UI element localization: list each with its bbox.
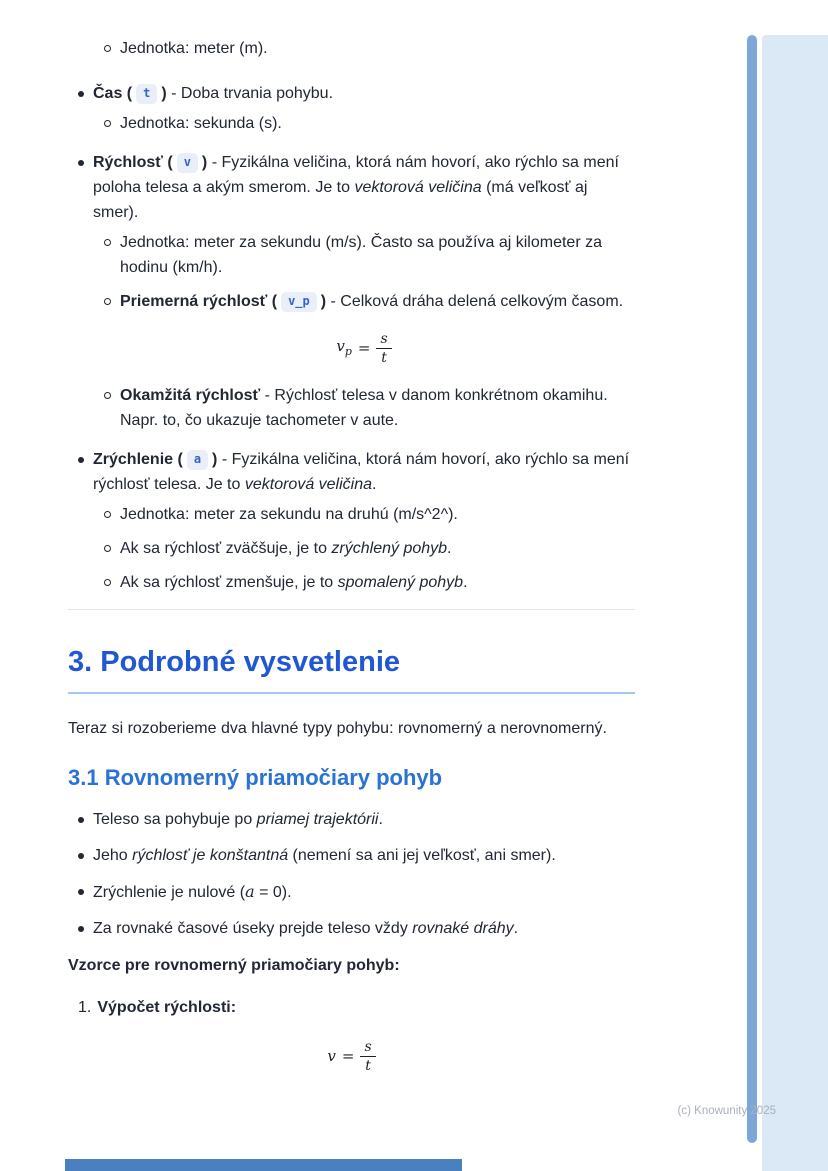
list-item — [93, 111, 635, 136]
bullet-icon — [78, 926, 84, 932]
list-item-text-end: . — [463, 574, 468, 591]
list-item — [93, 383, 635, 433]
emphasized-text: rovnaké dráhy — [412, 920, 514, 937]
bullet-icon — [78, 853, 84, 859]
list-item-text: Zrýchlenie je nulové ( — [93, 884, 246, 901]
list-item — [68, 916, 635, 941]
sub-list — [93, 111, 635, 136]
formula-variable: v — [327, 1047, 336, 1065]
list-item-text: Ak sa rýchlosť zmenšuje, je to — [120, 574, 338, 591]
circle-bullet-icon — [104, 392, 111, 399]
step-label: Výpočet rýchlosti: — [97, 999, 237, 1016]
circle-bullet-icon — [104, 298, 111, 305]
term-label: Rýchlosť ( — [93, 154, 173, 171]
section-heading: 3. Podrobné vysvetlenie — [68, 644, 635, 694]
bullet-icon — [78, 160, 84, 166]
subsection-heading: 3.1 Rovnomerný priamočiary pohyb — [68, 765, 443, 790]
formulas-label: Vzorce pre rovnomerný priamočiary pohyb: — [68, 957, 400, 974]
bullet-icon — [78, 817, 84, 823]
fraction-denominator: t — [381, 350, 387, 366]
bullet-icon — [78, 889, 84, 895]
circle-bullet-icon — [104, 120, 111, 127]
term-definition: - Rýchlosť telesa v danom konkrétnom okamihu. Napr. to, čo ukazuje tachometer v aute. — [120, 387, 608, 429]
list-item — [68, 843, 635, 868]
bullet-icon — [78, 457, 84, 463]
term-definition: - Fyzikálna veličina, ktorá nám hovorí, ako rýchlo sa mení poloha telesa a akým smerom. Je to — [93, 154, 619, 196]
term-label-close: ) — [161, 85, 167, 102]
list-item — [93, 36, 635, 61]
list-item-text: Jeho — [93, 847, 133, 864]
circle-bullet-icon — [104, 579, 111, 586]
list-item-text: Za rovnaké časové úseky prejde teleso vždy — [93, 920, 413, 937]
formula-speed — [68, 1040, 635, 1073]
divider — [68, 609, 635, 610]
term-label-close: ) — [212, 451, 218, 468]
bottom-page-edge — [65, 1159, 462, 1171]
document-content — [68, 36, 635, 1073]
term-definition-end: (má veľkosť aj smer). — [93, 179, 588, 221]
formula-subscript: p — [344, 344, 352, 358]
list-item-rychlost — [68, 150, 635, 433]
list-item-zrychlenie — [68, 447, 635, 595]
circle-bullet-icon — [104, 545, 111, 552]
inline-code: v — [177, 153, 198, 173]
term-label-close: ) — [201, 154, 208, 171]
list-item-cas — [68, 81, 635, 136]
term-label: Priemerná rýchlosť ( — [120, 293, 278, 310]
list-item-text: Jednotka: meter za sekundu (m/s). Často sa používa aj kilometer za hodinu (km/h). — [120, 234, 602, 276]
list-item — [93, 289, 635, 314]
sub-list — [93, 230, 635, 433]
list-item-text: Jednotka: sekunda (s). — [120, 115, 282, 132]
scrollbar-thumb[interactable] — [747, 35, 757, 1143]
bullet-icon — [78, 91, 84, 97]
list-item — [93, 570, 635, 595]
list-item — [93, 502, 635, 527]
emphasized-text: zrýchlený pohyb — [331, 540, 448, 557]
list-item-text-end: . — [378, 811, 383, 828]
side-panel — [762, 35, 828, 1171]
term-label: Čas ( — [93, 85, 133, 102]
fraction-numerator: s — [376, 332, 391, 349]
equals-sign: = — [357, 339, 371, 357]
fraction-denominator: t — [365, 1058, 371, 1074]
term-definition: - Fyzikálna veličina, ktorá nám hovorí, ako rýchlo sa mení rýchlosť telesa. Je to — [93, 451, 630, 493]
term-label: Okamžitá rýchlosť — [120, 387, 261, 404]
list-item-text: Ak sa rýchlosť zväčšuje, je to — [120, 540, 332, 557]
formula-average-speed — [93, 332, 635, 365]
math-variable: a — [245, 882, 255, 901]
circle-bullet-icon — [104, 45, 111, 52]
list-item — [93, 230, 635, 280]
emphasized-text: priamej trajektórii — [256, 811, 379, 828]
emphasized-text: rýchlosť je konštantná — [132, 847, 289, 864]
sub-list — [93, 36, 635, 61]
list-item-text-end: (nemení sa ani jej veľkosť, ani smer). — [288, 847, 556, 864]
copyright-footer: (c) Knowunity 2025 — [677, 1105, 776, 1117]
emphasized-text: vektorová veličina — [354, 179, 482, 196]
list-item-text-end: = 0). — [254, 884, 292, 901]
equals-sign: = — [341, 1047, 355, 1065]
list-item-text-end: . — [447, 540, 452, 557]
fraction — [360, 1040, 375, 1073]
circle-bullet-icon — [104, 239, 111, 246]
inline-code: t — [136, 84, 157, 104]
formula-variable: $v_p$ — [336, 336, 352, 358]
term-label: Zrýchlenie ( — [93, 451, 183, 468]
fraction — [376, 332, 391, 365]
list-number: 1. — [78, 999, 92, 1016]
list-item-text: Teleso sa pohybuje po — [93, 811, 257, 828]
numbered-list-item — [68, 995, 635, 1020]
emphasized-text: spomalený pohyb — [337, 574, 464, 591]
sub-list — [93, 502, 635, 595]
term-label-close: ) — [320, 293, 327, 310]
term-definition: - Celková dráha delená celkovým časom. — [326, 293, 624, 310]
fraction-numerator: s — [360, 1040, 375, 1057]
list-item — [68, 879, 635, 905]
inline-code: a — [187, 450, 208, 470]
list-item-text: Jednotka: meter za sekundu na druhú (m/s^2^). — [120, 506, 458, 523]
inline-code: v_p — [281, 292, 317, 312]
term-definition-end: . — [372, 476, 377, 493]
list-item — [68, 807, 635, 832]
emphasized-text: vektorová veličina — [244, 476, 373, 493]
list-item-text-end: . — [513, 920, 519, 937]
circle-bullet-icon — [104, 511, 111, 518]
list-item-text: Jednotka: meter (m). — [120, 40, 268, 57]
section-intro: Teraz si rozoberieme dva hlavné typy pohybu: rovnomerný a nerovnomerný. — [68, 720, 607, 737]
list-item — [93, 536, 635, 561]
term-definition: - Doba trvania pohybu. — [166, 85, 334, 102]
